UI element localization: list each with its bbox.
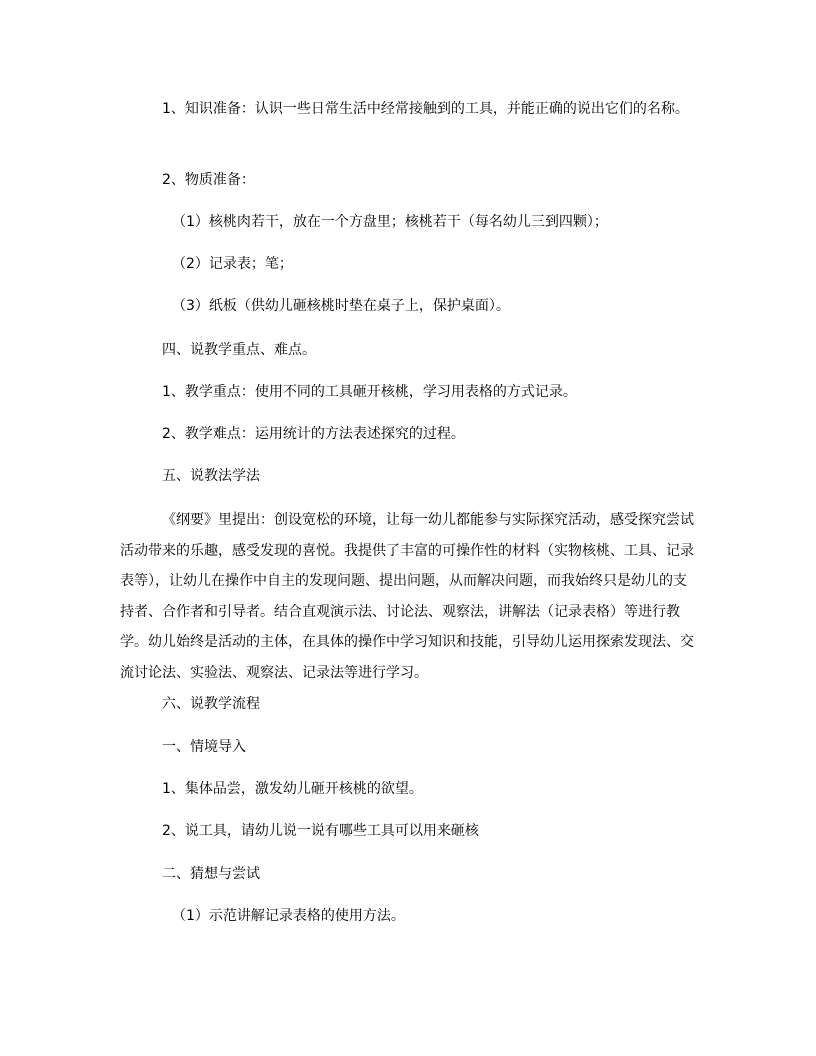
- paragraph-guess-step-1: （1）示范讲解记录表格的使用方法。: [172, 908, 405, 924]
- paragraph-material-item-1: （1）核桃肉若干，放在一个方盘里；核桃若干（每名幼儿三到四颗）；: [172, 214, 608, 230]
- paragraph-material-item-3: （3）纸板（供幼儿砸核桃时垫在桌子上，保护桌面）。: [172, 298, 510, 314]
- paragraph-material-item-2: （2）记录表；笔；: [172, 256, 293, 272]
- paragraph-knowledge-prep: 1、知识准备：认识一些日常生活中经常接触到的工具，并能正确的说出它们的名称。: [162, 101, 689, 117]
- heading-situation-intro: 一、情境导入: [162, 739, 246, 755]
- paragraph-teaching-methods-body: 《纲要》里提出：创设宽松的环境，让每一幼儿都能参与实际探究活动，感受探究尝试活动带来的乐趣，感受发现的喜悦。我提供了丰富的可操作性的材料（实物核桃、工具、记录表等），让幼儿在操作中自主的发现问题、提出问题，从而解决问题，而我始终只是幼儿的支持者、合作者和引导者。结合直观演示法、讨论法、观察法，讲解法（记录表格）等进行教学。幼儿始终是活动的主体，在具体的操作中学习知识和技能，引导幼儿运用探索发现法、交流讨论法、实验法、观察法、记录法等进行学习。: [120, 512, 694, 681]
- heading-key-points: 四、说教学重点、难点。: [162, 342, 316, 358]
- paragraph-key-point: 1、教学重点：使用不同的工具砸开核桃，学习用表格的方式记录。: [162, 384, 577, 400]
- paragraph-intro-step-1: 1、集体品尝，激发幼儿砸开核桃的欲望。: [162, 781, 423, 797]
- heading-teaching-methods: 五、说教法学法: [162, 468, 260, 484]
- heading-guess-and-try: 二、猜想与尝试: [162, 866, 260, 882]
- heading-teaching-process: 六、说教学流程: [162, 696, 260, 712]
- paragraph-material-prep: 2、物质准备：: [162, 172, 255, 188]
- paragraph-difficult-point: 2、教学难点：运用统计的方法表述探究的过程。: [162, 426, 465, 442]
- paragraph-intro-step-2: 2、说工具，请幼儿说一说有哪些工具可以用来砸核: [162, 823, 479, 839]
